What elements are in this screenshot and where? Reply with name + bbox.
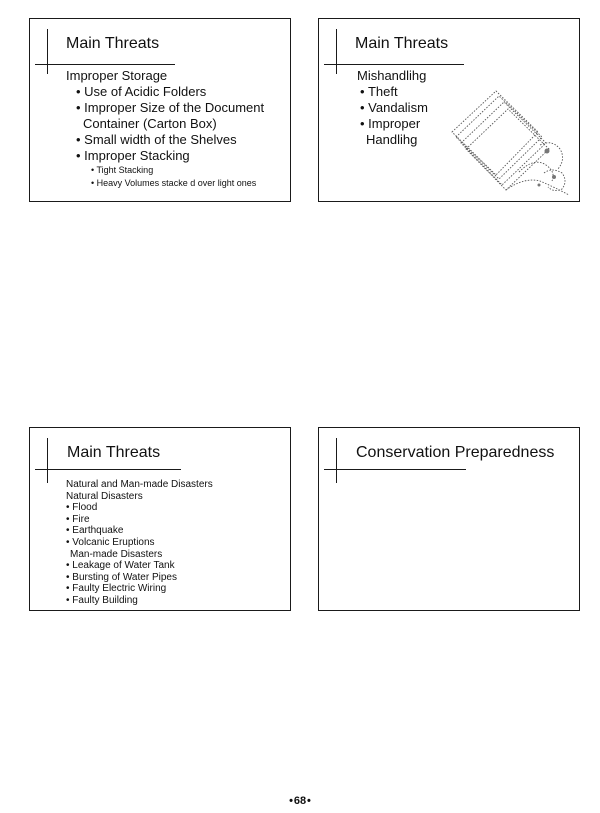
slide-1-subitem: • Tight Stacking xyxy=(91,165,154,175)
slide-3-item: Man-made Disasters xyxy=(70,548,163,560)
slide-2-item: • Vandalism xyxy=(360,100,428,115)
slide-3-item: • Leakage of Water Tank xyxy=(66,560,175,572)
slide-2-item: • Improper xyxy=(360,116,421,131)
slide-3-title: Main Threats xyxy=(67,444,161,461)
slide-3-item: • Volcanic Eruptions xyxy=(66,536,155,548)
slide-1-item: Improper Storage xyxy=(66,68,168,83)
slide-1 xyxy=(29,18,291,202)
slide-2-item: Handlihg xyxy=(366,132,418,147)
slide-2-title: Main Threats xyxy=(355,35,449,52)
slide-1-item: • Use of Acidic Folders xyxy=(76,84,207,99)
slide-2-accent-hline xyxy=(324,64,464,65)
slide-3-item: Natural Disasters xyxy=(66,490,143,502)
slide-3-accent-vline xyxy=(47,438,48,483)
torn-papers-clipart-icon xyxy=(444,77,579,202)
slide-3-item: • Faulty Building xyxy=(66,594,138,606)
slide-3-item: • Bursting of Water Pipes xyxy=(66,571,177,583)
slide-3-item: • Fire xyxy=(66,513,90,525)
page-number: • 68 • xyxy=(289,795,311,807)
slide-1-item: Container (Carton Box) xyxy=(83,116,217,131)
slide-1-item: • Improper Size of the Document xyxy=(76,100,265,115)
slide-4-title: Conservation Preparedness xyxy=(356,444,555,461)
slide-1-accent-hline xyxy=(35,64,175,65)
slide-3-item: Natural and Man-made Disasters xyxy=(66,479,213,490)
slide-1-accent-vline xyxy=(47,29,48,74)
slide-2-accent-vline xyxy=(336,29,337,74)
slide-1-item: • Small width of the Shelves xyxy=(76,132,237,147)
slide-3 xyxy=(29,427,291,611)
slide-4 xyxy=(318,427,580,611)
slide-2-item: Mishandlihg xyxy=(357,68,427,83)
slide-3-accent-hline xyxy=(35,469,181,470)
slide-1-subitem: • Heavy Volumes stacke d over light ones xyxy=(91,177,257,188)
slide-2-content xyxy=(357,68,428,148)
slide-4-accent-vline xyxy=(336,438,337,483)
slide-1-title: Main Threats xyxy=(66,35,160,52)
slide-2-item: • Theft xyxy=(360,84,398,99)
slide-2 xyxy=(318,18,580,202)
slide-3-item: • Flood xyxy=(66,502,98,514)
slide-3-content xyxy=(66,479,213,607)
slide-1-item: • Improper Stacking xyxy=(76,148,190,163)
slide-3-item: • Earthquake xyxy=(66,525,124,537)
slide-3-item: • Faulty Electric Wiring xyxy=(66,583,167,595)
slide-1-content xyxy=(66,68,264,189)
slide-4-accent-hline xyxy=(324,469,466,470)
